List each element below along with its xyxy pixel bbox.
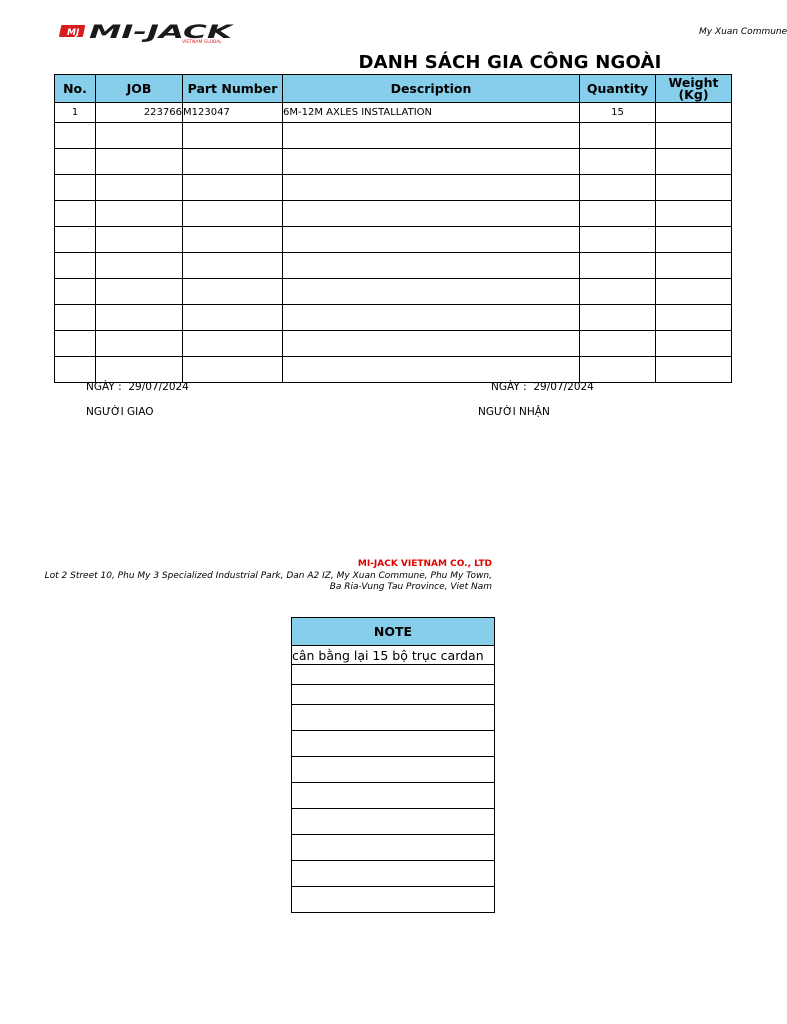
note-cell: cân bằng lại 15 bộ trục cardan: [292, 646, 495, 665]
cell-part-number: [183, 331, 283, 357]
cell-description: [283, 331, 580, 357]
note-row: [292, 665, 495, 685]
cell-job: [96, 227, 183, 253]
company-address-line1: Lot 2 Street 10, Phu My 3 Specialized Industrial Park, Dan A2 IZ, My Xuan Commune, Phu My Town,: [44, 571, 492, 581]
col-header-job: JOB: [96, 75, 183, 103]
cell-quantity: 15: [580, 103, 656, 123]
svg-text:VIETNAM GLOBAL: VIETNAM GLOBAL: [182, 40, 222, 45]
cell-part-number: [183, 279, 283, 305]
header-address-fragment: My Xuan Commune: [699, 27, 787, 37]
cell-quantity: [580, 149, 656, 175]
cell-weight: [656, 279, 732, 305]
note-row: [292, 783, 495, 809]
cell-weight: [656, 201, 732, 227]
cell-part-number: [183, 201, 283, 227]
table-row: [55, 149, 732, 175]
table-row: [55, 175, 732, 201]
cell-quantity: [580, 227, 656, 253]
note-cell: [292, 861, 495, 887]
svg-text:MI-JACK: MI-JACK: [89, 21, 235, 43]
cell-job: [96, 123, 183, 149]
note-cell: [292, 731, 495, 757]
cell-part-number: [183, 123, 283, 149]
note-row: [292, 861, 495, 887]
cell-no: [55, 331, 96, 357]
table-row: [55, 123, 732, 149]
note-cell: [292, 705, 495, 731]
note-row: [292, 809, 495, 835]
col-header-description: Description: [283, 75, 580, 103]
left-date-value: 29/07/2024: [128, 381, 189, 393]
cell-weight: [656, 227, 732, 253]
svg-text:MJ: MJ: [67, 28, 80, 38]
cell-job: [96, 357, 183, 383]
outsourcing-table: [54, 74, 732, 383]
table-row: [55, 357, 732, 383]
cell-no: [55, 279, 96, 305]
note-header-row: [292, 618, 495, 646]
note-row: [292, 887, 495, 913]
note-table: [291, 617, 495, 913]
right-date-label: NGÀY :: [491, 381, 527, 393]
table-row: [55, 103, 732, 123]
cell-part-number: [183, 357, 283, 383]
note-header: NOTE: [292, 618, 495, 646]
cell-quantity: [580, 123, 656, 149]
cell-description: [283, 123, 580, 149]
cell-job: [96, 175, 183, 201]
document-title: DANH SÁCH GIA CÔNG NGOÀI: [358, 52, 662, 73]
note-row: [292, 731, 495, 757]
cell-part-number: [183, 149, 283, 175]
col-header-no: No.: [55, 75, 96, 103]
note-cell: [292, 685, 495, 705]
cell-job: [96, 253, 183, 279]
note-row: [292, 705, 495, 731]
right-role: NGƯỜI NHẬN: [478, 406, 550, 418]
col-header-weight: Weight (Kg): [656, 75, 732, 103]
cell-no: [55, 305, 96, 331]
cell-weight: [656, 123, 732, 149]
cell-quantity: [580, 279, 656, 305]
left-date-label: NGÀY :: [86, 381, 122, 393]
cell-quantity: [580, 253, 656, 279]
cell-weight: [656, 331, 732, 357]
cell-job: [96, 305, 183, 331]
table-row: [55, 279, 732, 305]
company-address-line2: Ba Ria-Vung Tau Province, Viet Nam: [329, 582, 492, 592]
table-row: [55, 305, 732, 331]
table-row: [55, 227, 732, 253]
note-row: [292, 685, 495, 705]
cell-weight: [656, 149, 732, 175]
note-cell: [292, 887, 495, 913]
cell-no: [55, 227, 96, 253]
cell-description: [283, 357, 580, 383]
cell-description: [283, 279, 580, 305]
cell-quantity: [580, 305, 656, 331]
cell-description: [283, 149, 580, 175]
cell-description: [283, 201, 580, 227]
cell-job: [96, 149, 183, 175]
cell-job: 223766: [96, 103, 183, 123]
cell-description: 6M-12M AXLES INSTALLATION: [283, 103, 580, 123]
note-row: [292, 835, 495, 861]
left-date: [86, 381, 189, 393]
cell-no: [55, 201, 96, 227]
cell-no: [55, 357, 96, 383]
cell-part-number: [183, 175, 283, 201]
cell-no: [55, 149, 96, 175]
cell-part-number: M123047: [183, 103, 283, 123]
col-header-quantity: Quantity: [580, 75, 656, 103]
mi-jack-logo: [62, 22, 234, 44]
cell-job: [96, 279, 183, 305]
cell-description: [283, 227, 580, 253]
cell-quantity: [580, 331, 656, 357]
note-cell: [292, 757, 495, 783]
note-row: [292, 646, 495, 665]
cell-description: [283, 305, 580, 331]
cell-part-number: [183, 253, 283, 279]
cell-job: [96, 201, 183, 227]
company-name: MI-JACK VIETNAM CO., LTD: [357, 559, 492, 569]
cell-weight: [656, 357, 732, 383]
cell-quantity: [580, 357, 656, 383]
cell-part-number: [183, 305, 283, 331]
cell-no: [55, 175, 96, 201]
cell-quantity: [580, 201, 656, 227]
right-date-value: 29/07/2024: [533, 381, 594, 393]
note-row: [292, 757, 495, 783]
cell-description: [283, 253, 580, 279]
note-cell: [292, 783, 495, 809]
cell-weight: [656, 253, 732, 279]
cell-part-number: [183, 227, 283, 253]
cell-no: [55, 253, 96, 279]
cell-quantity: [580, 175, 656, 201]
cell-no: 1: [55, 103, 96, 123]
table-row: [55, 331, 732, 357]
left-role: NGƯỜI GIAO: [86, 406, 154, 418]
cell-job: [96, 331, 183, 357]
note-cell: [292, 665, 495, 685]
col-header-part-number: Part Number: [183, 75, 283, 103]
cell-no: [55, 123, 96, 149]
cell-weight: [656, 103, 732, 123]
note-cell: [292, 809, 495, 835]
cell-weight: [656, 175, 732, 201]
table-row: [55, 253, 732, 279]
cell-description: [283, 175, 580, 201]
note-cell: [292, 835, 495, 861]
right-date: [491, 381, 594, 393]
table-header-row: [55, 75, 732, 103]
cell-weight: [656, 305, 732, 331]
table-row: [55, 201, 732, 227]
